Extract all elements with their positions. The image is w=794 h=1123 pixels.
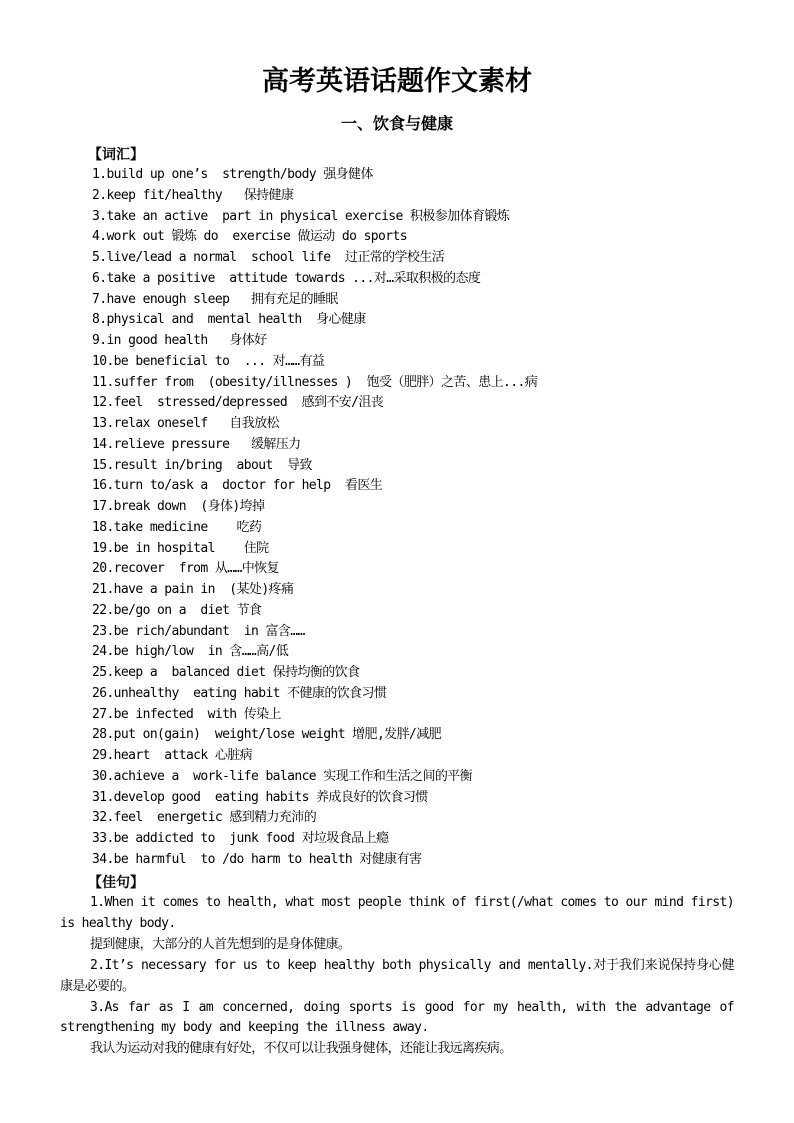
vocab-item: 29.heart attack 心脏病: [92, 748, 253, 763]
vocab-item: 7.have enough sleep 拥有充足的睡眠: [92, 291, 338, 307]
vocab-item: 20.recover from 从……中恢复: [92, 561, 279, 577]
vocab-item: 19.be in hospital 住院: [92, 540, 269, 556]
vocab-item: 16.turn to/ask a doctor for help 看医生: [92, 478, 383, 494]
vocab-item: 31.develop good eating habits 养成良好的饮食习惯: [92, 789, 428, 805]
sentence-mixed: 2.It’s necessary for us to keep healthy both physically and mentally.对于我们来说保持身心健康是必要的。: [60, 957, 734, 994]
sentence-item: [60, 998, 734, 1061]
sentence-english: 3.As far as I am concerned, doing sports is good for my health, with the advantage of strengthening my body and keeping the illness away.: [60, 999, 734, 1036]
sentence-item: [60, 893, 734, 956]
vocab-item: 30.achieve a work-life balance 实现工作和生活之间的平衡: [92, 768, 473, 784]
vocab-item: 25.keep a balanced diet 保持均衡的饮食: [92, 665, 360, 680]
vocab-item: 17.break down (身体)垮掉: [92, 499, 265, 514]
sentence-english: 1.When it comes to health, what most people think of first(/what comes to our mind first) is healthy body.: [60, 895, 734, 931]
vocab-item: 28.put on(gain) weight/lose weight 增肥,发胖/减肥: [92, 727, 442, 743]
vocab-item: 6.take a positive attitude towards ...对…采取积极的态度: [92, 270, 481, 286]
vocab-item: 8.physical and mental health 身心健康: [92, 312, 366, 328]
vocab-item: 33.be addicted to junk food 对垃圾食品上瘾: [92, 831, 389, 846]
vocab-item: 26.unhealthy eating habit 不健康的饮食习惯: [92, 685, 387, 701]
vocab-item: 23.be rich/abundant in 富含……: [92, 623, 305, 639]
sentence-chinese: 我认为运动对我的健康有好处，不仅可以让我强身健体，还能让我远离疾病。: [90, 1041, 512, 1057]
vocab-item: 14.relieve pressure 缓解压力: [92, 436, 301, 452]
vocab-item: 12.feel stressed/depressed 感到不安/沮丧: [92, 395, 384, 411]
vocab-item: 1.build up one’s strength/body 强身健体: [92, 167, 373, 182]
vocab-item: 3.take an active part in physical exercise 积极参加体育锻炼: [92, 208, 510, 224]
sentences-heading: 【佳句】: [88, 875, 144, 891]
vocab-item: 10.be beneficial to ... 对……有益: [92, 353, 325, 369]
vocab-list: [92, 165, 752, 871]
sentences-block: [60, 893, 734, 1060]
vocab-item: 11.suffer from (obesity/illnesses ) 饱受（肥胖）之苦、患上...病: [92, 374, 538, 390]
vocab-item: 9.in good health 身体好: [92, 333, 267, 348]
vocab-item: 5.live/lead a normal school life 过正常的学校生活: [92, 250, 445, 265]
vocab-item: 21.have a pain in (某处)疼痛: [92, 582, 294, 597]
section-title: 一、饮食与健康: [340, 114, 453, 133]
vocab-item: 34.be harmful to /do harm to health 对健康有害: [92, 851, 422, 867]
vocab-item: 15.result in/bring about 导致: [92, 457, 312, 473]
vocab-item: 22.be/go on a diet 节食: [92, 602, 262, 618]
vocab-item: 4.work out 锻炼 do exercise 做运动 do sports: [92, 229, 407, 245]
sentence-chinese: 提到健康，大部分的人首先想到的是身体健康。: [90, 936, 351, 952]
vocab-item: 32.feel energetic 感到精力充沛的: [92, 810, 317, 826]
vocab-item: 13.relax oneself 自我放松: [92, 416, 279, 431]
sentence-item: [60, 956, 734, 998]
page-title: 高考英语话题作文素材: [262, 66, 532, 97]
vocab-item: 27.be infected with 传染上: [92, 706, 281, 722]
vocab-item: 24.be high/low in 含……高/低: [92, 644, 289, 660]
vocab-heading: 【词汇】: [88, 147, 144, 163]
vocab-item: 18.take medicine 吃药: [92, 519, 262, 535]
vocab-item: 2.keep fit/healthy 保持健康: [92, 187, 294, 203]
